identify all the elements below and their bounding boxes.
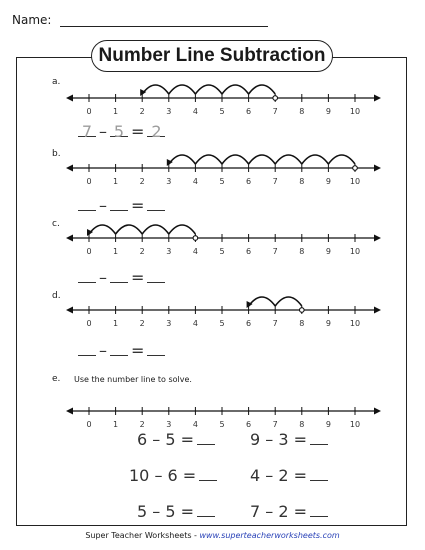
right-arrow-icon <box>374 408 381 415</box>
equation-b-minuend[interactable] <box>78 196 96 211</box>
hop-arc <box>89 225 116 234</box>
left-arrow-icon <box>66 165 73 172</box>
hop-arc <box>249 297 276 306</box>
equation-d-difference[interactable] <box>147 341 165 356</box>
right-arrow-icon <box>374 235 381 242</box>
tick-label: 0 <box>86 319 92 328</box>
tick-label: 10 <box>349 420 361 429</box>
tick-label: 7 <box>272 319 278 328</box>
tick-label: 5 <box>219 177 225 186</box>
instruction-text: Use the number line to solve. <box>74 375 192 384</box>
left-arrow-icon <box>66 235 73 242</box>
tick-label: 7 <box>272 177 278 186</box>
tick-label: 2 <box>139 177 145 186</box>
equation-a-subtrahend[interactable]: 5 <box>110 122 128 137</box>
worksheet-title: Number Line Subtraction <box>91 40 333 72</box>
part-label-a: a. <box>52 77 61 87</box>
tick-label: 5 <box>219 420 225 429</box>
tick-label: 10 <box>349 177 361 186</box>
problem-2-answer[interactable] <box>310 432 328 445</box>
problem-1: 6 – 5 = <box>137 430 215 449</box>
hop-arc <box>169 155 196 164</box>
equation-c-difference[interactable] <box>147 268 165 283</box>
number-line-a <box>0 80 425 120</box>
tick-label: 10 <box>349 319 361 328</box>
left-arrow-icon <box>66 307 73 314</box>
name-field[interactable] <box>60 26 268 27</box>
tick-label: 6 <box>246 319 252 328</box>
tick-label: 3 <box>166 107 172 116</box>
equation-a-minuend[interactable]: 7 <box>78 122 96 137</box>
tick-label: 6 <box>246 247 252 256</box>
tick-label: 1 <box>113 319 119 328</box>
tick-label: 2 <box>139 319 145 328</box>
problem-6: 7 – 2 = <box>250 502 328 521</box>
hop-arc <box>142 85 169 94</box>
number-line-d <box>0 292 425 332</box>
tick-label: 4 <box>192 319 198 328</box>
tick-label: 0 <box>86 247 92 256</box>
tick-label: 2 <box>139 107 145 116</box>
tick-label: 9 <box>325 177 331 186</box>
problem-4: 4 – 2 = <box>250 466 328 485</box>
tick-label: 10 <box>349 107 361 116</box>
problem-1-answer[interactable] <box>197 432 215 445</box>
equation-c-minuend[interactable] <box>78 268 96 283</box>
part-label-c: c. <box>52 219 60 229</box>
hop-arc <box>142 225 169 234</box>
tick-label: 8 <box>299 107 305 116</box>
tick-label: 4 <box>192 247 198 256</box>
equation-d: – = <box>78 341 165 360</box>
footer-link[interactable]: www.superteacherworksheets.com <box>199 531 340 540</box>
tick-label: 6 <box>246 420 252 429</box>
equation-b-subtrahend[interactable] <box>110 196 128 211</box>
problem-2: 9 – 3 = <box>250 430 328 449</box>
tick-label: 1 <box>113 177 119 186</box>
tick-label: 6 <box>246 107 252 116</box>
number-line-c <box>0 220 425 260</box>
right-arrow-icon <box>374 307 381 314</box>
hop-arc <box>302 155 329 164</box>
tick-label: 5 <box>219 107 225 116</box>
tick-label: 9 <box>325 319 331 328</box>
start-point <box>193 236 198 241</box>
tick-label: 0 <box>86 177 92 186</box>
hop-arc <box>328 155 355 164</box>
hop-arc <box>249 85 276 94</box>
equation-d-minuend[interactable] <box>78 341 96 356</box>
tick-label: 5 <box>219 247 225 256</box>
right-arrow-icon <box>374 165 381 172</box>
tick-label: 8 <box>299 177 305 186</box>
start-point <box>300 308 305 313</box>
left-arrow-icon <box>66 95 73 102</box>
hop-arc <box>275 297 302 306</box>
part-label-d: d. <box>52 291 61 301</box>
tick-label: 9 <box>325 420 331 429</box>
problem-6-answer[interactable] <box>310 504 328 517</box>
tick-label: 1 <box>113 420 119 429</box>
left-arrow-icon <box>66 408 73 415</box>
tick-label: 7 <box>272 247 278 256</box>
tick-label: 3 <box>166 247 172 256</box>
tick-label: 2 <box>139 247 145 256</box>
hop-arc <box>169 85 196 94</box>
tick-label: 5 <box>219 319 225 328</box>
footer <box>0 531 425 540</box>
problem-5-answer[interactable] <box>197 504 215 517</box>
hop-arc <box>222 155 249 164</box>
tick-label: 9 <box>325 107 331 116</box>
hop-arc <box>222 85 249 94</box>
tick-label: 8 <box>299 420 305 429</box>
number-line-b <box>0 150 425 190</box>
tick-label: 1 <box>113 247 119 256</box>
equation-a-difference[interactable]: 2 <box>147 122 165 137</box>
number-line-e <box>0 393 425 433</box>
hop-arc <box>249 155 276 164</box>
tick-label: 4 <box>192 177 198 186</box>
problem-5: 5 – 5 = <box>137 502 215 521</box>
tick-label: 10 <box>349 247 361 256</box>
problem-3-answer[interactable] <box>199 468 217 481</box>
tick-label: 1 <box>113 107 119 116</box>
tick-label: 8 <box>299 319 305 328</box>
footer-brand: Super Teacher Worksheets - <box>85 531 200 540</box>
part-label-b: b. <box>52 149 61 159</box>
tick-label: 3 <box>166 177 172 186</box>
right-arrow-icon <box>374 95 381 102</box>
tick-label: 9 <box>325 247 331 256</box>
equation-d-subtrahend[interactable] <box>110 341 128 356</box>
tick-label: 3 <box>166 319 172 328</box>
hop-arc <box>195 85 222 94</box>
part-label-e: e. <box>52 374 61 384</box>
hop-arc <box>195 155 222 164</box>
problem-4-answer[interactable] <box>310 468 328 481</box>
hop-arc <box>169 225 196 234</box>
tick-label: 7 <box>272 420 278 429</box>
equation-b: – = <box>78 196 165 215</box>
hop-arc <box>275 155 302 164</box>
equation-a: 7 – 5 = 2 <box>78 122 165 141</box>
equation-b-difference[interactable] <box>147 196 165 211</box>
tick-label: 4 <box>192 420 198 429</box>
equation-c: – = <box>78 268 165 287</box>
tick-label: 4 <box>192 107 198 116</box>
tick-label: 0 <box>86 107 92 116</box>
equation-c-subtrahend[interactable] <box>110 268 128 283</box>
hop-arc <box>116 225 143 234</box>
tick-label: 3 <box>166 420 172 429</box>
tick-label: 8 <box>299 247 305 256</box>
start-point <box>273 96 278 101</box>
tick-label: 6 <box>246 177 252 186</box>
tick-label: 2 <box>139 420 145 429</box>
problem-3: 10 – 6 = <box>129 466 217 485</box>
name-label: Name: <box>12 13 52 27</box>
tick-label: 7 <box>272 107 278 116</box>
tick-label: 0 <box>86 420 92 429</box>
start-point <box>353 166 358 171</box>
